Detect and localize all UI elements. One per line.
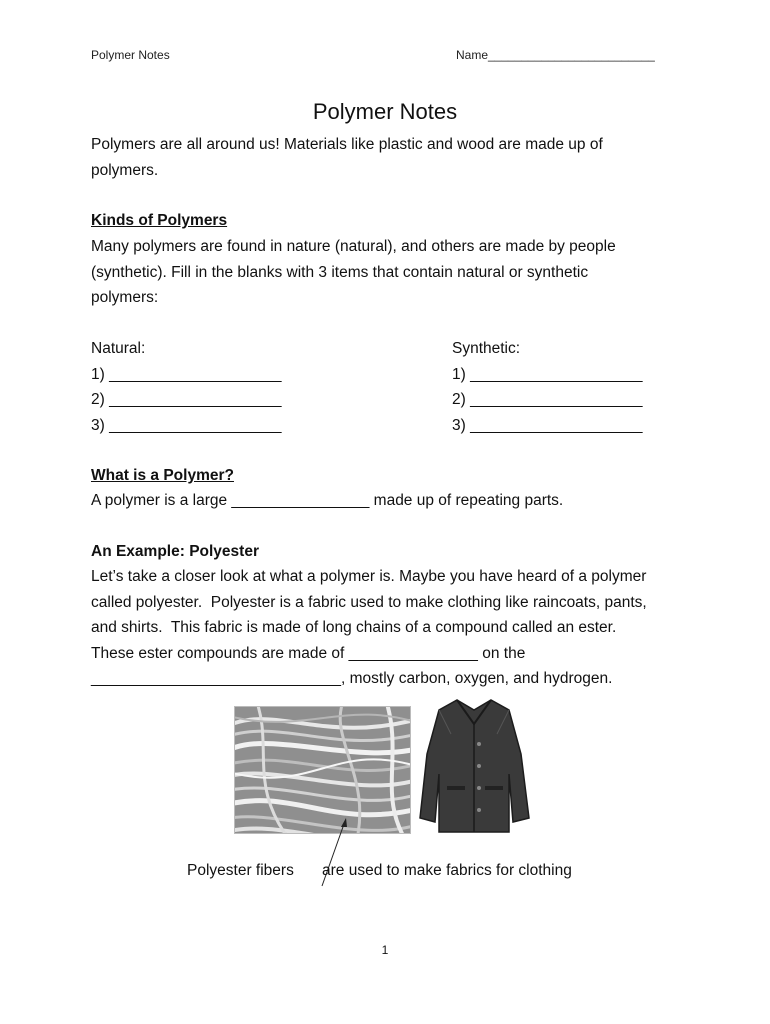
synthetic-blank-1: 1) ____________________	[452, 365, 643, 383]
kinds-paragraph: Many polymers are found in nature (natural), and others are made by people (synthetic). Fill in the blanks with 3 items that contain natural or synthetic polymers:	[91, 238, 616, 306]
synthetic-column	[452, 336, 643, 438]
page-title: Polymer Notes	[312, 99, 458, 124]
polyester-fibers-image	[234, 706, 411, 834]
natural-blank-3: 3) ____________________	[91, 416, 282, 434]
caption-fibers: Polyester fibers	[187, 862, 294, 879]
natural-label: Natural:	[91, 340, 146, 357]
example-line-1: Let’s take a closer look at what a polymer is. Maybe you have heard of a polymer	[91, 568, 647, 585]
what-heading: What is a Polymer?	[91, 467, 234, 484]
natural-column	[91, 336, 282, 438]
example-line-4: These ester compounds are made of _______________ on the	[91, 644, 526, 662]
synthetic-blank-3: 3) ____________________	[452, 416, 643, 434]
header-doc-title: Polymer Notes	[91, 48, 170, 62]
natural-blank-2: 2) ____________________	[91, 391, 282, 408]
synthetic-label: Synthetic:	[452, 340, 521, 357]
caption-clothing: are used to make fabrics for clothing	[322, 862, 572, 879]
natural-blank-1: 1) ____________________	[91, 365, 282, 383]
example-line-3: and shirts. This fabric is made of long chains of a compound called an ester.	[91, 619, 617, 636]
kinds-heading: Kinds of Polymers	[91, 212, 228, 229]
header-name-field: Name_________________________	[456, 48, 655, 62]
example-heading: An Example: Polyester	[91, 543, 259, 560]
example-line-5: _____________________________, mostly carbon, oxygen, and hydrogen.	[91, 670, 613, 687]
example-paragraph	[91, 564, 711, 692]
example-line-2: called polyester. Polyester is a fabric used to make clothing like raincoats, pants,	[91, 593, 647, 611]
raincoat-image	[417, 694, 532, 836]
page-number: 1	[381, 943, 389, 957]
what-paragraph: A polymer is a large ________________ made up of repeating parts.	[91, 492, 564, 509]
intro-paragraph: Polymers are all around us! Materials like plastic and wood are made up of polymers.	[91, 136, 603, 179]
synthetic-blank-2: 2) ____________________	[452, 391, 643, 408]
